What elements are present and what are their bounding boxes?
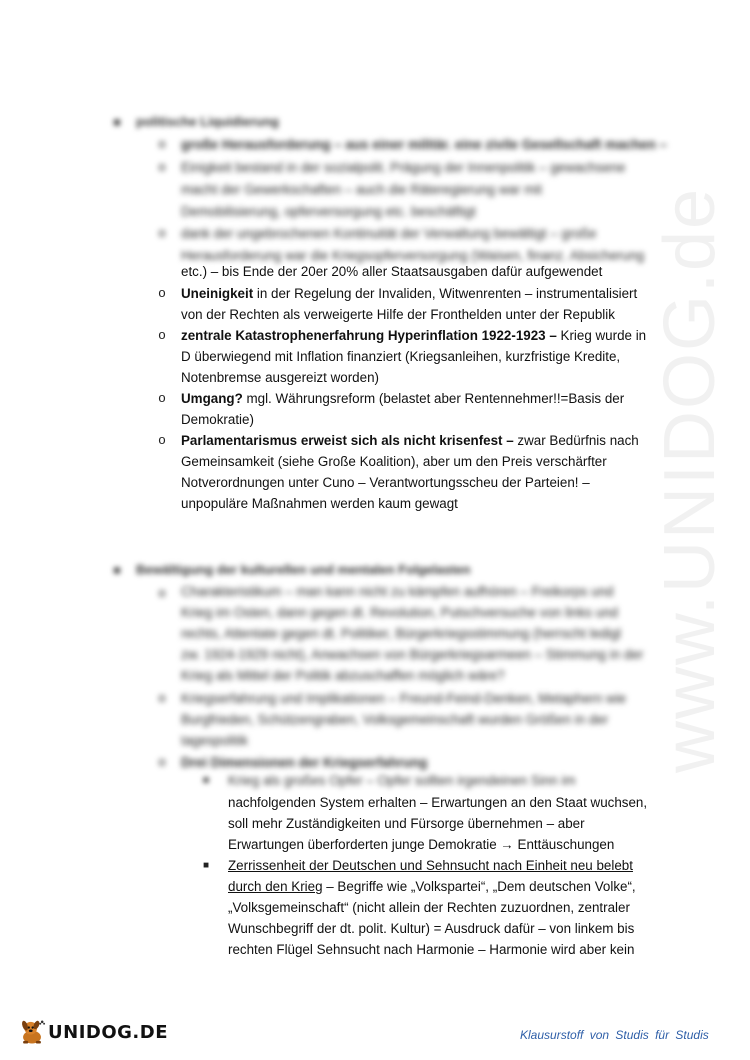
bullet-square-icon: ■ <box>113 115 121 129</box>
list-item-line: Notverordnungen unter Cuno – Verantwortungsscheu der Parteien! – <box>181 475 590 490</box>
list-item-line: rechts, Attentate gegen dt. Politiker, Bürgerkriegsstimmung (herrscht ledigl <box>181 626 621 641</box>
list-item-line: etc.) – bis Ende der 20er 20% aller Staatsausgaben dafür aufgewendet <box>181 264 603 279</box>
list-item-line: zw. 1924-1929 nicht), Anwachsen von Bürgerkriegsarmeen – Stimmung in der <box>181 647 644 662</box>
bold-term: Parlamentarismus erweist sich als nicht krisenfest – <box>181 433 514 448</box>
bullet-circle-icon: o <box>158 690 166 705</box>
bullet-circle-icon: o <box>158 754 166 769</box>
section-heading: Bewältigung der kulturellen und mentalen Folgelasten <box>136 562 471 577</box>
bold-term: Umgang? <box>181 391 243 406</box>
bullet-circle-icon: o <box>158 285 166 300</box>
list-item-line: unpopuläre Maßnahmen werden kaum gewagt <box>181 496 458 511</box>
list-item-text: – Begriffe wie „Volkspartei“, „Dem deutschen Volke“, <box>322 879 636 894</box>
list-item-line: Burgfrieden, Schützengraben, Volksgemeinschaft wurden Größen in der <box>181 712 609 727</box>
logo-text: UNIDOG.DE <box>48 1021 168 1043</box>
bullet-circle-icon: o <box>158 432 166 447</box>
list-item-line: soll mehr Zuständigkeiten und Fürsorge übernehmen – aber <box>228 816 585 831</box>
bullet-circle-icon: o <box>158 225 166 240</box>
list-item-line: Notenbremse ausgereizt worden) <box>181 370 379 385</box>
bullet-circle-icon: o <box>158 327 166 342</box>
bullet-circle-icon: o <box>158 159 166 174</box>
list-item-line: D überwiegend mit Inflation finanziert (Kriegsanleihen, kurzfristige Kredite, <box>181 349 621 364</box>
bullet-square-small-icon: ■ <box>202 775 210 786</box>
list-item-line: Krieg als großes Opfer – Opfer sollten irgendeinen Sinn im <box>228 773 576 788</box>
list-item-line: Erwartungen überforderten junge Demokratie → Enttäuschungen <box>228 837 615 852</box>
list-item-line: nachfolgenden System erhalten – Erwartungen an den Staat wuchsen, <box>228 795 648 810</box>
list-item-text: Krieg wurde in <box>556 328 647 343</box>
list-item-line: Charakteristikum – man kann nicht zu kämpfen aufhören – Freikorps und <box>181 584 614 599</box>
list-item-line <box>181 430 639 451</box>
list-item-line <box>181 388 624 409</box>
list-item-line: Einigkeit bestand in der sozialpolit. Prägung der Innenpolitik – gewachsene <box>181 160 626 175</box>
bullet-square-small-icon: ■ <box>202 860 210 871</box>
bullet-circle-icon: o <box>158 390 166 405</box>
unidog-logo[interactable] <box>18 1010 168 1054</box>
footer-tagline: Klausurstoff von Studis für Studis <box>520 1028 709 1042</box>
list-item-line: rechten Flügel Sehnsucht nach Harmonie – Harmonie wird aber kein <box>228 942 635 957</box>
list-item-text: in der Regelung der Invaliden, Witwenrenten – instrumentalisiert <box>253 286 638 301</box>
list-item-line: Demokratie) <box>181 412 254 427</box>
bold-term: zentrale Katastrophenerfahrung Hyperinflation 1922-1923 – <box>181 328 557 343</box>
list-item-line: Demobilisierung, opferversorgung etc. beschäftigt <box>181 204 476 219</box>
watermark <box>640 186 740 774</box>
list-item-line <box>181 283 637 304</box>
list-item-line: Gemeinsamkeit (siehe Große Koalition), aber um den Preis verschärfter <box>181 454 607 469</box>
list-item-line: Krieg als Mittel der Politik abzuschaffen möglich wäre? <box>181 668 505 683</box>
list-item-line <box>228 876 636 897</box>
bullet-circle-icon: o <box>158 585 166 600</box>
list-item-line: tagespolitik <box>181 733 248 748</box>
list-item-text: mgl. Währungsreform (belastet aber Rentennehmer!!=Basis der <box>242 391 625 406</box>
underlined-text: durch den Krieg <box>228 879 323 894</box>
list-item-line: Krieg im Osten, dann gegen dt. Revolution, Putschversuche von links und <box>181 605 618 620</box>
bullet-square-icon: ■ <box>113 563 121 577</box>
list-item-text: zwar Bedürfnis nach <box>513 433 639 448</box>
list-item-line <box>228 855 633 876</box>
list-item-line: macht der Gewerkschaften – auch die Räteregierung war mit <box>181 182 542 197</box>
list-item-line: „Volksgemeinschaft“ (nicht allein der Rechten zuzuordnen, zentraler <box>228 900 630 915</box>
list-item-line: Kriegserfahrung und Implikationen – Freund-Feind-Denken, Metaphern wie <box>181 691 627 706</box>
list-item-line: von der Rechten als verweigerte Hilfe der Fronthelden unter der Republik <box>181 307 615 322</box>
dog-logo-icon <box>18 1010 46 1054</box>
list-item-line <box>181 325 646 346</box>
watermark-text: www.UNIDOG.de <box>650 186 730 774</box>
bullet-circle-icon: o <box>158 136 166 151</box>
bold-term: Uneinigkeit <box>181 286 254 301</box>
list-item-line: Drei Dimensionen der Kriegserfahrung <box>181 755 428 770</box>
list-item-line: Wunschbegriff der dt. polit. Kultur) = Ausdruck dafür – von linkem bis <box>228 921 635 936</box>
section-heading: politische Liquidierung <box>136 114 279 129</box>
list-item-line: große Herausforderung – aus einer militär. eine zivile Gesellschaft machen – <box>181 137 667 152</box>
list-item-line: dank der ungebrochenen Kontinuität der Verwaltung bewältigt – große <box>181 226 597 241</box>
list-item-line: Herausforderung war die Kriegsopferversorgung (Waisen, finanz. Absicherung <box>181 248 645 263</box>
underlined-text: Zerrissenheit der Deutschen und Sehnsucht nach Einheit neu belebt <box>228 858 633 873</box>
